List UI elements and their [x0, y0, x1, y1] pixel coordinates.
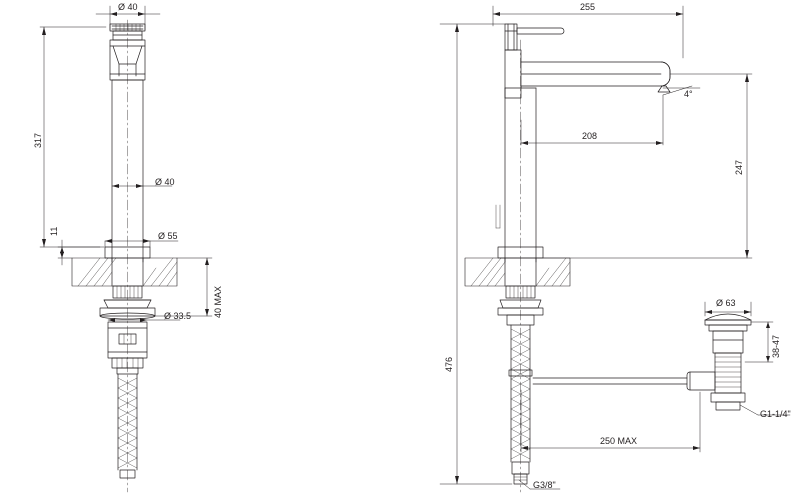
dim-front-base-height: 11 — [49, 226, 59, 236]
dim-side-spout-reach: 208 — [582, 131, 598, 141]
dim-front-shank-diameter: Ø 33.5 — [164, 311, 192, 321]
dim-side-total-length: 476 — [444, 356, 454, 372]
dim-side-spout-angle: 4° — [684, 89, 693, 99]
dim-side-waste-diameter: Ø 63 — [716, 298, 736, 308]
dim-side-spout-height: 247 — [734, 159, 744, 175]
dim-front-base-diameter: Ø 55 — [158, 231, 178, 241]
dim-front-body-diameter: Ø 40 — [155, 177, 175, 187]
dim-side-total-reach: 255 — [580, 2, 596, 12]
dim-side-waste-max: 250 MAX — [600, 436, 638, 446]
dim-front-total-height: 317 — [33, 132, 43, 148]
dim-side-waste-height: 38-47 — [771, 334, 781, 358]
dim-side-waste-thread: G1-1/4" — [760, 409, 791, 419]
dim-front-top-diameter: Ø 40 — [118, 2, 138, 12]
dim-front-max-thickness: 40 MAX — [213, 285, 223, 318]
dim-side-supply-thread: G3/8" — [533, 480, 556, 490]
